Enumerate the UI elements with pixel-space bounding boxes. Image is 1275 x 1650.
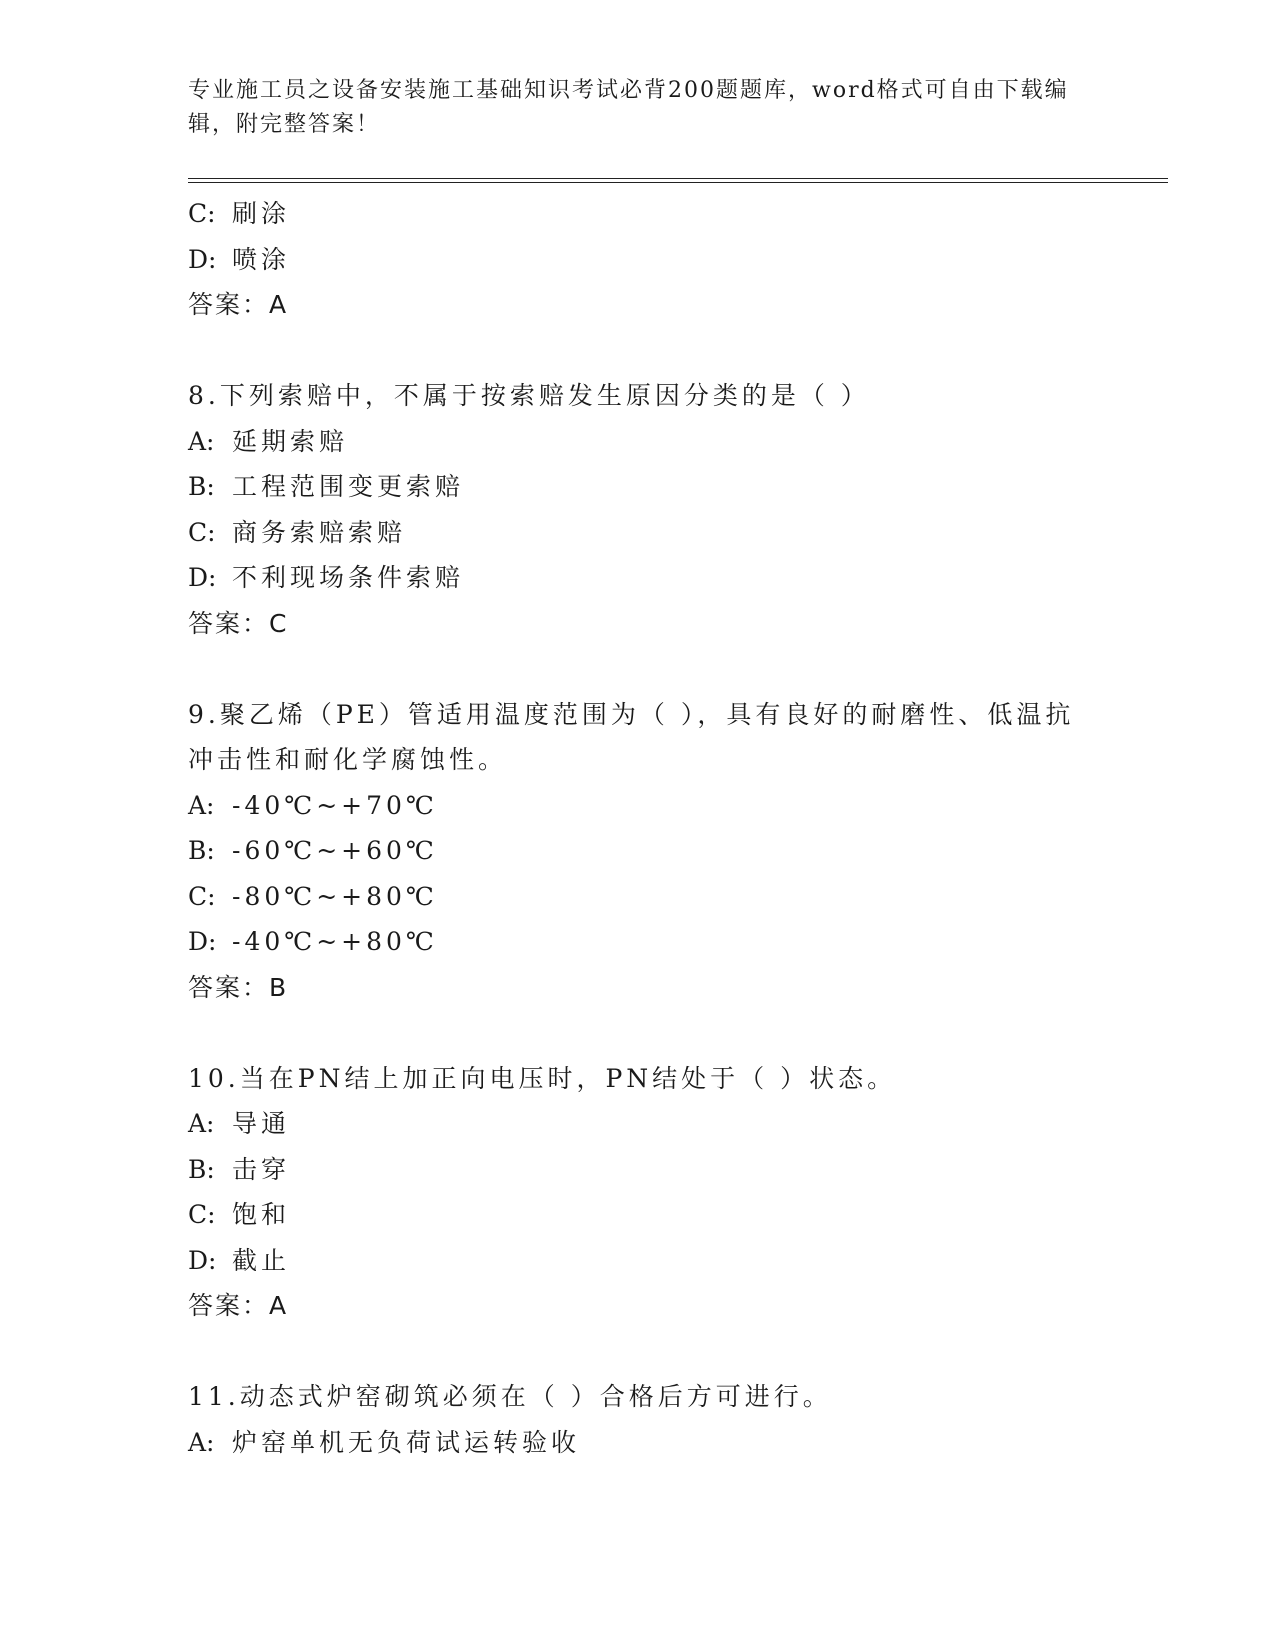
option-letter: D: — [188, 1245, 217, 1275]
option-text: 工程范围变更索赔 — [232, 472, 465, 501]
option-d — [188, 237, 1088, 283]
option-c — [188, 510, 1088, 556]
option-text: 击穿 — [232, 1154, 291, 1184]
option-letter: A: — [188, 790, 215, 820]
question-8-text: 8.下列索赔中，不属于按索赔发生原因分类的是（ ） — [188, 381, 870, 410]
question-9-text-line2: 冲击性和耐化学腐蚀性。 — [188, 745, 508, 774]
option-text: 饱和 — [232, 1200, 291, 1229]
option-letter: A: — [188, 1109, 215, 1138]
option-a — [188, 783, 1088, 829]
option-letter: D: — [188, 244, 217, 274]
option-letter: C: — [188, 199, 216, 228]
question-11-text: 11.动态式炉窑砌筑必须在（ ）合格后方可进行。 — [188, 1382, 832, 1411]
header-title: 专业施工员之设备安装施工基础知识考试必背200题题库，word格式可自由下载编辑，附完整答案！ — [188, 78, 1069, 137]
spacer — [188, 1329, 1088, 1375]
option-letter: C: — [188, 881, 216, 911]
option-c — [188, 191, 1088, 237]
option-letter: A: — [188, 1427, 215, 1457]
option-letter: D: — [188, 927, 217, 956]
option-text: 商务索赔索赔 — [232, 517, 407, 547]
option-text: 不利现场条件索赔 — [232, 563, 465, 592]
option-letter: C: — [188, 517, 216, 547]
option-text: 截止 — [232, 1245, 291, 1275]
option-text: -60℃~+60℃ — [232, 836, 438, 865]
option-letter: B: — [188, 472, 215, 501]
question-9-text-line1: 9.聚乙烯（PE）管适用温度范围为（ ），具有良好的耐磨性、低温抗 — [188, 699, 1075, 729]
option-text: -80℃~+80℃ — [232, 881, 438, 911]
option-text: 喷涂 — [232, 244, 291, 274]
option-b — [188, 828, 1088, 874]
question-list — [188, 191, 1088, 1465]
option-letter: B: — [188, 1154, 215, 1184]
option-d — [188, 919, 1088, 965]
option-d — [188, 555, 1088, 601]
option-text: 刷涂 — [232, 199, 291, 228]
page-header — [188, 74, 1088, 142]
spacer — [188, 328, 1088, 374]
option-c — [188, 1192, 1088, 1238]
option-b — [188, 464, 1088, 510]
option-letter: D: — [188, 563, 217, 592]
question-10-text: 10.当在PN结上加正向电压时，PN结处于（ ）状态。 — [188, 1063, 897, 1093]
answer-line: 答案：B — [188, 972, 289, 1002]
option-a — [188, 1101, 1088, 1147]
option-a — [188, 419, 1088, 465]
option-text: 延期索赔 — [232, 426, 349, 456]
spacer — [188, 646, 1088, 692]
answer-line: 答案：C — [188, 608, 289, 638]
option-c — [188, 874, 1088, 920]
option-letter: B: — [188, 836, 215, 865]
answer-line: 答案：A — [188, 1291, 289, 1320]
option-text: -40℃~+70℃ — [232, 790, 438, 820]
header-divider — [188, 178, 1168, 183]
option-d — [188, 1238, 1088, 1284]
option-text: 导通 — [232, 1109, 291, 1138]
option-text: -40℃~+80℃ — [232, 927, 438, 956]
option-b — [188, 1147, 1088, 1193]
spacer — [188, 1010, 1088, 1056]
option-letter: A: — [188, 426, 215, 456]
option-a — [188, 1420, 1088, 1466]
option-letter: C: — [188, 1200, 216, 1229]
answer-line: 答案：A — [188, 290, 289, 319]
option-text: 炉窑单机无负荷试运转验收 — [232, 1427, 581, 1457]
